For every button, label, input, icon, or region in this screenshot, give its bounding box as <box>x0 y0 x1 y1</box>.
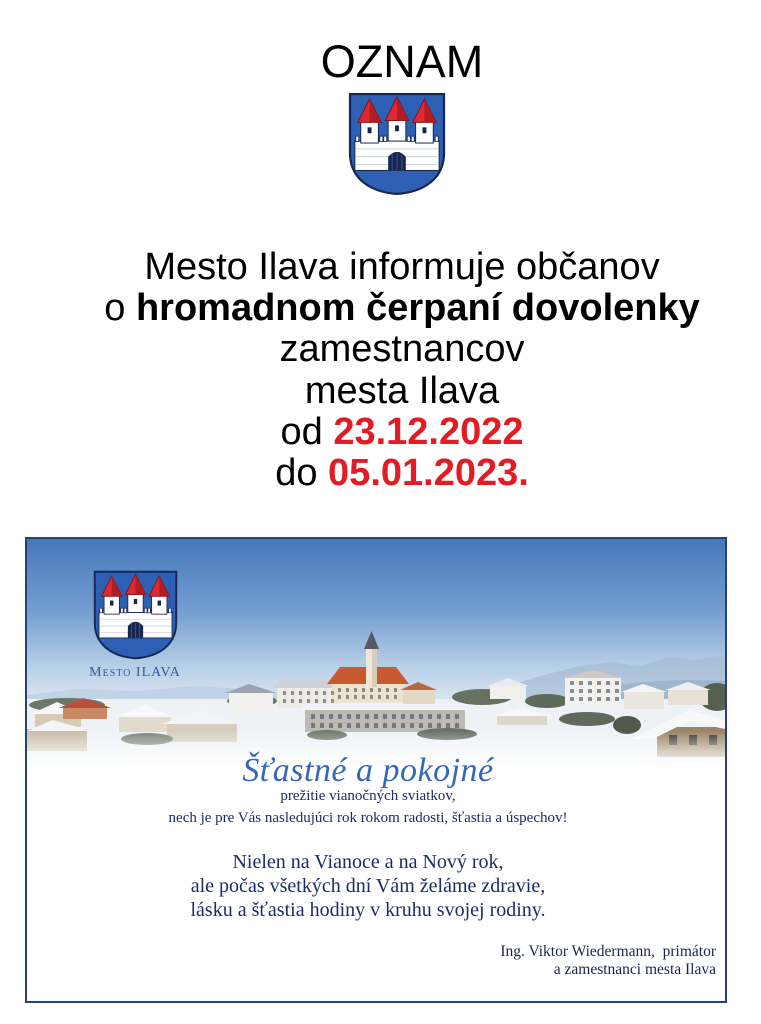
wall-merlon <box>384 136 387 141</box>
apartment-window <box>606 697 610 701</box>
building-wall <box>624 691 664 709</box>
tower-window <box>395 125 399 131</box>
castle-window <box>291 699 294 703</box>
wall-merlon <box>411 136 414 141</box>
wall-merlon <box>100 608 103 613</box>
hall-window <box>356 714 360 719</box>
tree-cluster <box>525 694 569 708</box>
hall-window <box>410 723 414 728</box>
castle-annex-wall <box>403 689 435 704</box>
hall-window <box>410 714 414 719</box>
apartment-window <box>615 697 619 701</box>
apartment-window <box>570 681 574 685</box>
hall-window <box>428 714 432 719</box>
hall-window <box>428 723 432 728</box>
apartment-window <box>597 697 601 701</box>
wish-line: lásku a šťastia hodiny v kruhu svojej rodiny. <box>190 899 546 921</box>
signature-mayor: Ing. Viktor Wiedermann, primátor <box>500 943 716 960</box>
castle-window <box>394 688 397 692</box>
hall-window <box>320 723 324 728</box>
notice-body <box>43 247 761 494</box>
castle-window <box>307 699 310 703</box>
date-to-prefix: do <box>275 452 318 495</box>
hall-window <box>329 714 333 719</box>
castle-window <box>307 691 310 695</box>
castle-window <box>299 699 302 703</box>
church-tower-shade <box>372 647 377 687</box>
wall-merlon <box>144 608 147 613</box>
brand-label: Mesto ILAVA <box>89 665 181 680</box>
tower-window <box>422 127 426 133</box>
hall-window <box>347 714 351 719</box>
hall-window <box>446 723 450 728</box>
notice-title: OZNAM <box>320 36 484 87</box>
wish-line: Nielen na Vianoce a na Nový rok, <box>232 851 504 873</box>
hall-window <box>374 714 378 719</box>
notice-line-employees: zamestnancov <box>279 328 525 371</box>
wall-merlon <box>148 608 151 613</box>
tower-window <box>368 127 372 133</box>
wall-merlon <box>121 608 124 613</box>
notice-line-subject <box>43 288 761 329</box>
apartment-window <box>579 681 583 685</box>
castle-window <box>291 691 294 695</box>
notice-line-date-to <box>43 453 761 494</box>
hall-window <box>365 714 369 719</box>
hall-window <box>392 714 396 719</box>
notice-line-city: mesta Ilava <box>304 369 500 412</box>
notice-line-intro: Mesto Ilava informuje občanov <box>144 246 660 288</box>
building-wall <box>490 685 526 699</box>
tower-window <box>134 599 137 604</box>
hall-window <box>311 723 315 728</box>
apartment-window <box>615 689 619 693</box>
hall-window <box>311 714 315 719</box>
hall-window <box>383 714 387 719</box>
wall-merlon <box>407 136 410 141</box>
hall-window <box>383 723 387 728</box>
subject-prefix: o <box>104 287 126 330</box>
wish-line: ale počas všetkých dní Vám želáme zdravie, <box>190 875 546 897</box>
hall-window <box>455 714 459 719</box>
castle-window <box>323 699 326 703</box>
castle-window <box>331 699 334 703</box>
hall-window <box>401 723 405 728</box>
hall-window <box>455 723 459 728</box>
castle-window <box>394 695 397 699</box>
tower-window <box>110 601 113 606</box>
castle-window <box>386 695 389 699</box>
coat-of-arms-icon <box>93 570 178 660</box>
apartment-window <box>588 697 592 701</box>
castle-window <box>299 691 302 695</box>
castle-window <box>370 688 373 692</box>
hall-window <box>329 723 333 728</box>
hall-window <box>365 723 369 728</box>
building-wall <box>668 689 708 705</box>
apartment-window <box>597 681 601 685</box>
tree-cluster <box>559 712 615 726</box>
wall-merlon <box>435 136 438 141</box>
wall-merlon <box>169 608 172 613</box>
field-building-wall <box>497 715 547 725</box>
hall-window <box>374 723 378 728</box>
apartment-window <box>570 689 574 693</box>
apartment-window <box>579 697 583 701</box>
castle-window <box>386 688 389 692</box>
wish-paragraph <box>66 850 670 922</box>
apartment-window <box>588 681 592 685</box>
hall-window <box>437 714 441 719</box>
date-to: 05.01.2023. <box>328 452 529 495</box>
coat-of-arms-icon <box>348 92 446 196</box>
castle-window <box>370 695 373 699</box>
castle-window <box>323 691 326 695</box>
greeting-subline: prežitie vianočných sviatkov, <box>280 788 456 804</box>
greeting-headline: Šťastné a pokojné <box>242 752 494 789</box>
castle-window <box>362 695 365 699</box>
long-hall-roof <box>303 704 467 710</box>
hall-window <box>419 723 423 728</box>
apartment-window <box>597 689 601 693</box>
apartment-window <box>615 681 619 685</box>
hall-window <box>401 714 405 719</box>
hall-window <box>446 714 450 719</box>
castle-window <box>283 691 286 695</box>
castle-window <box>338 688 341 692</box>
hall-window <box>347 723 351 728</box>
tower-window <box>158 601 161 606</box>
notice-line-date-from <box>43 412 761 453</box>
hall-window <box>419 714 423 719</box>
castle-window <box>378 695 381 699</box>
wall-merlon <box>380 136 383 141</box>
castle-window <box>331 691 334 695</box>
hall-window <box>437 723 441 728</box>
hall-window <box>338 723 342 728</box>
castle-window <box>283 699 286 703</box>
castle-window <box>378 688 381 692</box>
castle-window <box>315 699 318 703</box>
wall-merlon <box>356 136 359 141</box>
apartment-window <box>570 697 574 701</box>
apartment-window <box>579 689 583 693</box>
castle-window <box>362 688 365 692</box>
apartment-window <box>588 689 592 693</box>
signature-staff: a zamestnanci mesta Ilava <box>553 961 716 978</box>
date-from-prefix: od <box>280 410 323 453</box>
castle-window <box>315 691 318 695</box>
castle-window <box>354 695 357 699</box>
house-wall <box>229 691 273 711</box>
wall-merlon <box>124 608 127 613</box>
greeting-subline: nech je pre Vás nasledujúci rok rokom radosti, šťastia a úspechov! <box>168 810 568 826</box>
greeting-card <box>25 537 727 1003</box>
hall-window <box>356 723 360 728</box>
apartment-window <box>606 689 610 693</box>
castle-window <box>346 695 349 699</box>
hall-window <box>392 723 396 728</box>
apartment-window <box>606 681 610 685</box>
castle-window <box>338 695 341 699</box>
date-from: 23.12.2022 <box>333 410 524 453</box>
hall-window <box>338 714 342 719</box>
castle-window <box>354 688 357 692</box>
subject-emphasis: hromadnom čerpaní dovolenky <box>135 287 700 330</box>
hall-window <box>320 714 324 719</box>
castle-window <box>346 688 349 692</box>
